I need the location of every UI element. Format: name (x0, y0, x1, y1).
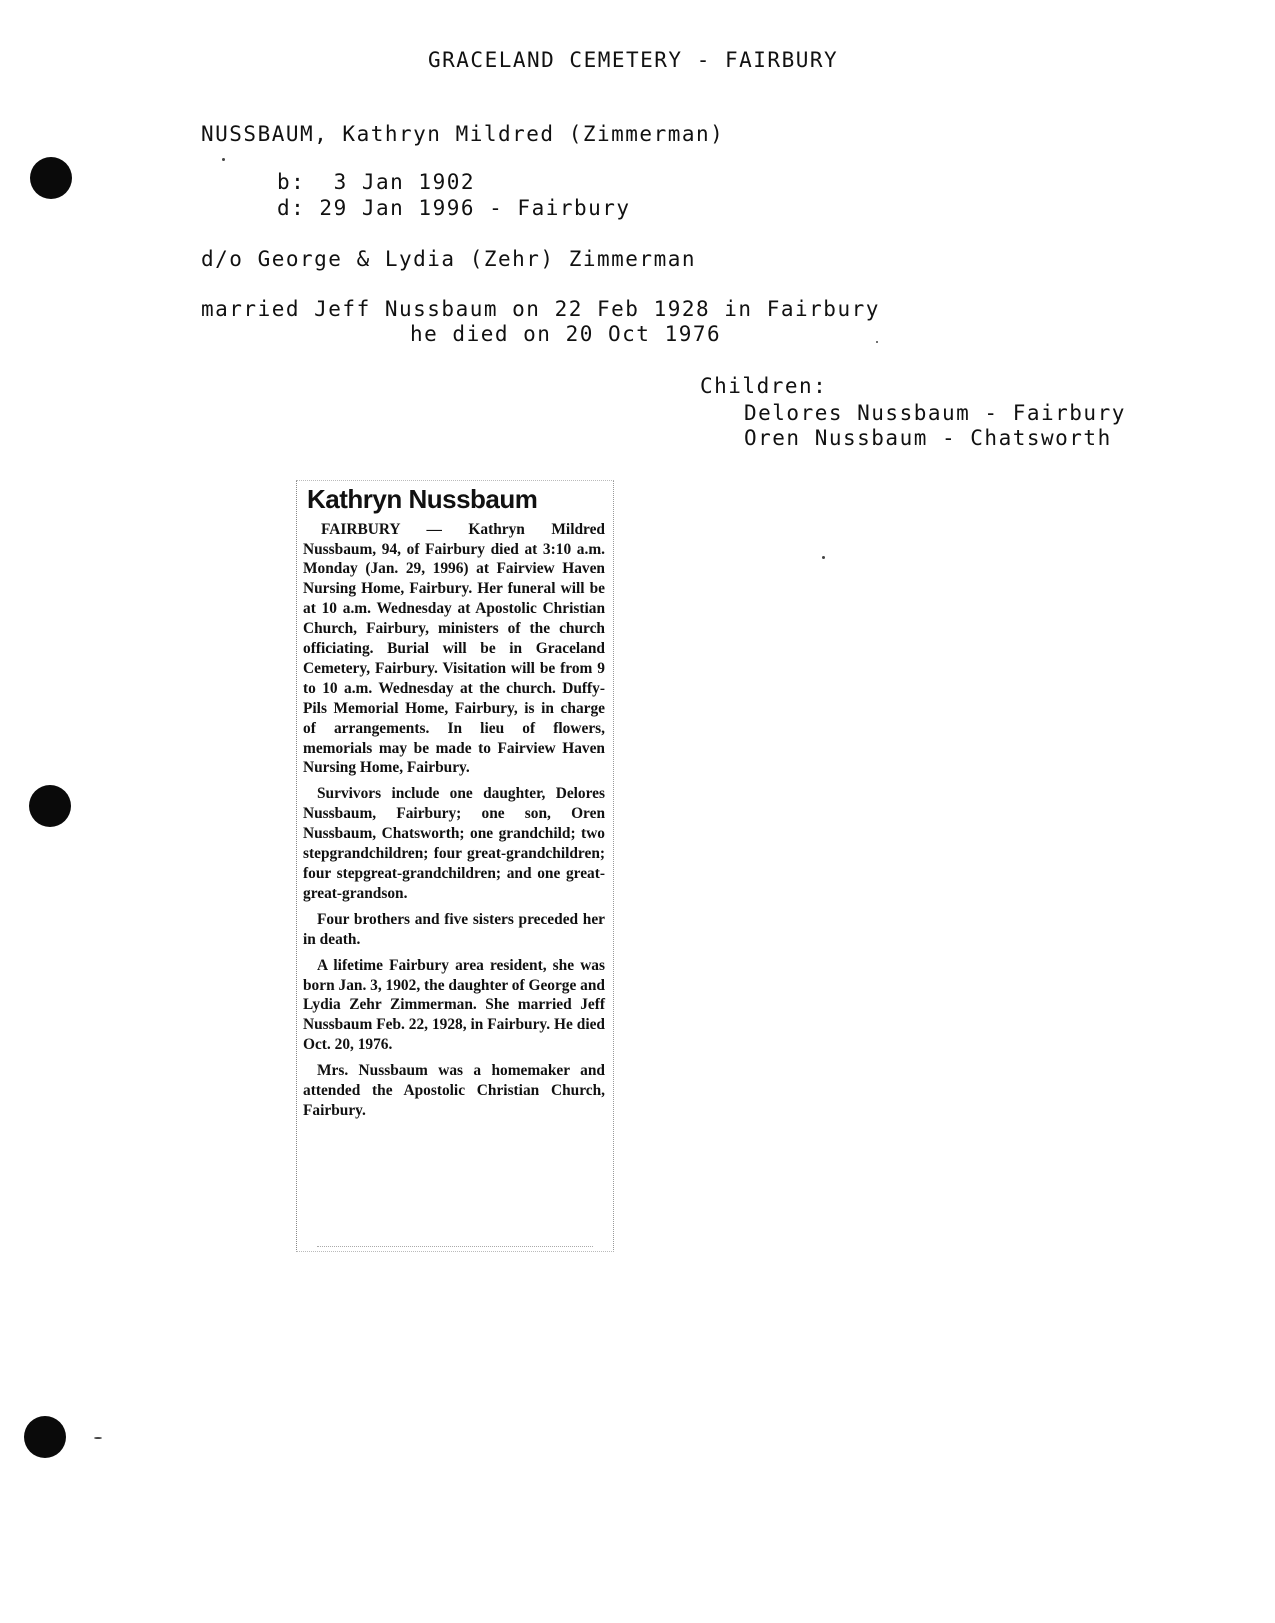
clipping-headline: Kathryn Nussbaum (307, 484, 538, 514)
clipping-paragraph: Survivors include one daughter, Delores Nussbaum, Fairbury; one son, Oren Nussbaum, Chatsworth; one grandchild; two stepgrandchildren; four great-grandchildren; four stepgreat-grandchildren; and one great-great-grandson. (303, 785, 605, 902)
punch-hole-bottom (24, 1416, 66, 1458)
clipping-paragraph: Mrs. Nussbaum was a homemaker and attended the Apostolic Christian Church, Fairbury. (303, 1062, 605, 1119)
scan-speck (222, 158, 225, 161)
record-spouse-death: he died on 20 Oct 1976 (410, 322, 722, 346)
child-entry: Oren Nussbaum - Chatsworth (744, 426, 1112, 450)
punch-hole-top (30, 157, 72, 199)
clipping-paragraph: A lifetime Fairbury area resident, she was born Jan. 3, 1902, the daughter of George and Lydia Zehr Zimmerman. She married Jeff Nussbaum Feb. 22, 1928, in Fairbury. He died Oct. 20, 1976. (303, 956, 605, 1054)
child-entry: Delores Nussbaum - Fairbury (744, 401, 1126, 425)
clipping-bottom-edge (317, 1246, 593, 1247)
record-name: NUSSBAUM, Kathryn Mildred (Zimmerman) (201, 122, 725, 146)
record-death: d: 29 Jan 1996 - Fairbury (277, 196, 631, 220)
clipping-paragraph: Four brothers and five sisters preceded her in death. (303, 910, 605, 948)
record-birth: b: 3 Jan 1902 (277, 170, 476, 194)
scan-speck (94, 1437, 102, 1439)
children-label: Children: (700, 374, 828, 398)
scan-speck (822, 556, 825, 559)
punch-hole-middle (29, 785, 71, 827)
obituary-clipping (296, 480, 614, 1252)
record-parents: d/o George & Lydia (Zehr) Zimmerman (201, 247, 697, 271)
clipping-paragraph: FAIRBURY — Kathryn Mildred Nussbaum, 94, of Fairbury died at 3:10 a.m. Monday (Jan. 29, 1996) at Fairview Haven Nursing Home, Fairbury. Her funeral will be at 10 a.m. Wednesday at Apostolic Christian Church, Fairbury, ministers of the church officiating. Burial will be in Graceland Cemetery, Fairbury. Visitation will be from 9 to 10 a.m. Wednesday at the church. Duffy-Pils Memorial Home, Fairbury, is in charge of arrangements. In lieu of flowers, memorials may be made to Fairview Haven Nursing Home, Fairbury. (303, 520, 605, 777)
record-marriage: married Jeff Nussbaum on 22 Feb 1928 in Fairbury (201, 297, 880, 321)
scan-speck (876, 341, 878, 343)
page-title: GRACELAND CEMETERY - FAIRBURY (428, 48, 839, 72)
